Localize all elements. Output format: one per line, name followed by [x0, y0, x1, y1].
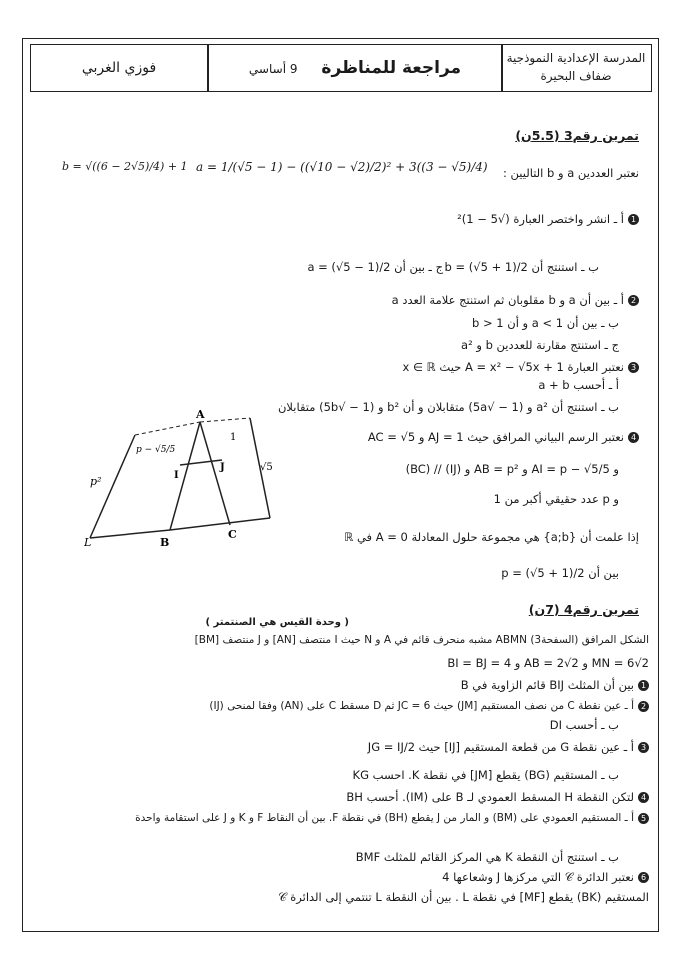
ex3-q4e: بين أن p = (√5 + 1)/2 — [501, 566, 619, 580]
ex4-q5a-text: أ ـ المستقيم العمودي على (BM) و المار من J يقطع (BH) في نقطة F. بين أن النقاط F و K و J على استقامة واحدة — [135, 812, 634, 824]
teacher-name: فوزي الغربي — [81, 60, 157, 76]
ex3-q4: 4نعتبر الرسم البياني المرافق حيث AJ = 1 و AC = √5 — [368, 430, 639, 444]
ex3-q1a: 1أ ـ انشر واختصر العبارة (√5 − 1)² — [457, 212, 639, 226]
ex4-q4-text: لتكن النقطة H المسقط العمودي لـ B على (IM). أحسب BH — [346, 790, 634, 804]
ex4-intro: الشكل المرافق (السفحة3) ABMN مشبه منحرف قائم في A و N حيث I منتصف [AN] و J منتصف [BM] — [194, 634, 649, 646]
ex4-q3a: 3أ ـ عين نقطة G من قطعة المستقيم [IJ] حيث JG = IJ/2 — [368, 740, 649, 754]
ex4-q3b: ب ـ المستقيم (BG) يقطع [JM] في نقطة K. احسب KG — [352, 768, 619, 782]
label-I: I — [174, 470, 179, 481]
label-C: C — [228, 528, 237, 541]
ex3-q3: 3نعتبر العبارة A = x² − √5x + 1 حيث x ∈ ℝ — [403, 360, 639, 374]
ex4-q2b: ب ـ أحسب DI — [549, 718, 619, 732]
school-name — [501, 45, 651, 95]
ex4-q1: 1بين أن المثلث BIJ قائم الزاوية في B — [461, 678, 649, 692]
side-top-label: p − √5/5 — [136, 445, 176, 455]
page-title — [209, 45, 501, 91]
ex3-q3a: أ ـ أحسب a + b — [538, 378, 619, 392]
q3-text: نعتبر العبارة A = x² − √5x + 1 حيث x ∈ ℝ — [402, 360, 624, 374]
label-J: J — [220, 462, 225, 473]
ex3-q4d: إذا علمت أن {a;b} هي مجموعة حلول المعادلة A = 0 في ℝ — [344, 530, 639, 544]
ex4-q5b: ب ـ استنتج أن النقطة K هي المركز القائم للمثلث BMF — [355, 850, 619, 864]
ex4-q6b: المستقيم (BK) يقطع [MF] في نقطة L . بين أن النقطة L تنتمي إلى الدائرة 𝒞 — [278, 890, 649, 904]
side-left-label: p² — [90, 475, 102, 488]
side-one-label: 1 — [230, 432, 237, 443]
ex4-givens: MN = 6√2 و AB = 2√2 و BI = BJ = 4 — [447, 656, 649, 670]
ex3-q3b: ب ـ استنتج أن a² و (1 − √5a) متقابلان و أن b² و (1 − √5b) متقابلان — [277, 400, 619, 414]
ex3-q1c: ج ـ بين أن a = (√5 − 1)/2 — [307, 260, 443, 274]
school-line-1: المدرسة الإعدادية النموذجية — [506, 51, 646, 65]
school-line-2: ضفاف البحيرة — [540, 69, 612, 83]
ex3-q2a: 2أ ـ بين أن a و b مقلوبان ثم استنتج علامة العدد a — [392, 293, 639, 307]
ex4-q6: 6نعتبر الدائرة 𝒞 التي مركزها J وشعاعها 4 — [442, 870, 649, 885]
ex4-unit-note: ( وحدة القيس هي الصنتمتر ) — [205, 617, 349, 628]
ex4-heading: تمرين رقم4 (7ن) — [528, 602, 639, 617]
ex4-q1-text: بين أن المثلث BIJ قائم الزاوية في B — [460, 678, 634, 692]
ex4-q3a-text: أ ـ عين نقطة G من قطعة المستقيم [IJ] حيث JG = IJ/2 — [367, 740, 634, 754]
formula-b: b = √((6 − 2√5)/4) + 1 — [62, 160, 188, 173]
q1a-text: أ ـ انشر واختصر العبارة (√5 − 1)² — [457, 212, 624, 226]
ex4-q6-text: نعتبر الدائرة 𝒞 التي مركزها J وشعاعها 4 — [442, 870, 634, 884]
ex3-q4b: و AI = p − √5/5 و AB = p² و (IJ) // (BC) — [405, 462, 619, 476]
side-right-label: √5 — [260, 462, 273, 473]
label-A: A — [196, 408, 205, 421]
ex3-q1b: ب ـ استنتج أن b = (√5 + 1)/2 — [444, 260, 599, 274]
formula-a: a = 1/(√5 − 1) − ((√10 − √2)/2)² + 3((3 − √5)/4) — [196, 160, 488, 174]
q2a-text: أ ـ بين أن a و b مقلوبان ثم استنتج علامة العدد a — [391, 293, 624, 307]
trapezoid-figure — [80, 400, 280, 550]
title-text: مراجعة للمناظرة — [321, 58, 462, 78]
ex3-q4c: و p عدد حقيقي أكبر من 1 — [493, 492, 619, 506]
label-L: L — [84, 536, 92, 549]
header-table — [30, 44, 652, 92]
ex3-q2c: ج ـ استنتج مقارنة للعددين b و a² — [461, 338, 619, 352]
ex4-q2a-text: أ ـ عين نقطة C من نصف المستقيم [JM) حيث JC = 6 ثم D مسقط C على (AN) وفقا لمنحى (IJ) — [209, 700, 634, 712]
ex4-q4: 4لتكن النقطة H المسقط العمودي لـ B على (IM). أحسب BH — [346, 790, 649, 804]
ex3-q2b: ب ـ بين أن 1 > a و أن b > 1 — [472, 316, 619, 330]
ex3-heading: تمرين رقم3 (5.5ن) — [515, 128, 639, 143]
ex4-q5a: 5أ ـ المستقيم العمودي على (BM) و المار من J يقطع (BH) في نقطة F. بين أن النقاط F و K و J على استقامة واحدة — [135, 812, 649, 824]
ex3-intro: نعتبر العددين a و b التاليين : — [502, 166, 639, 180]
ex4-q2a: 2أ ـ عين نقطة C من نصف المستقيم [JM) حيث JC = 6 ثم D مسقط C على (AN) وفقا لمنحى (IJ) — [209, 700, 649, 712]
q4-text: نعتبر الرسم البياني المرافق حيث AJ = 1 و AC = √5 — [367, 430, 624, 444]
level-text: 9 أساسي — [248, 62, 298, 76]
label-B: B — [160, 536, 170, 549]
